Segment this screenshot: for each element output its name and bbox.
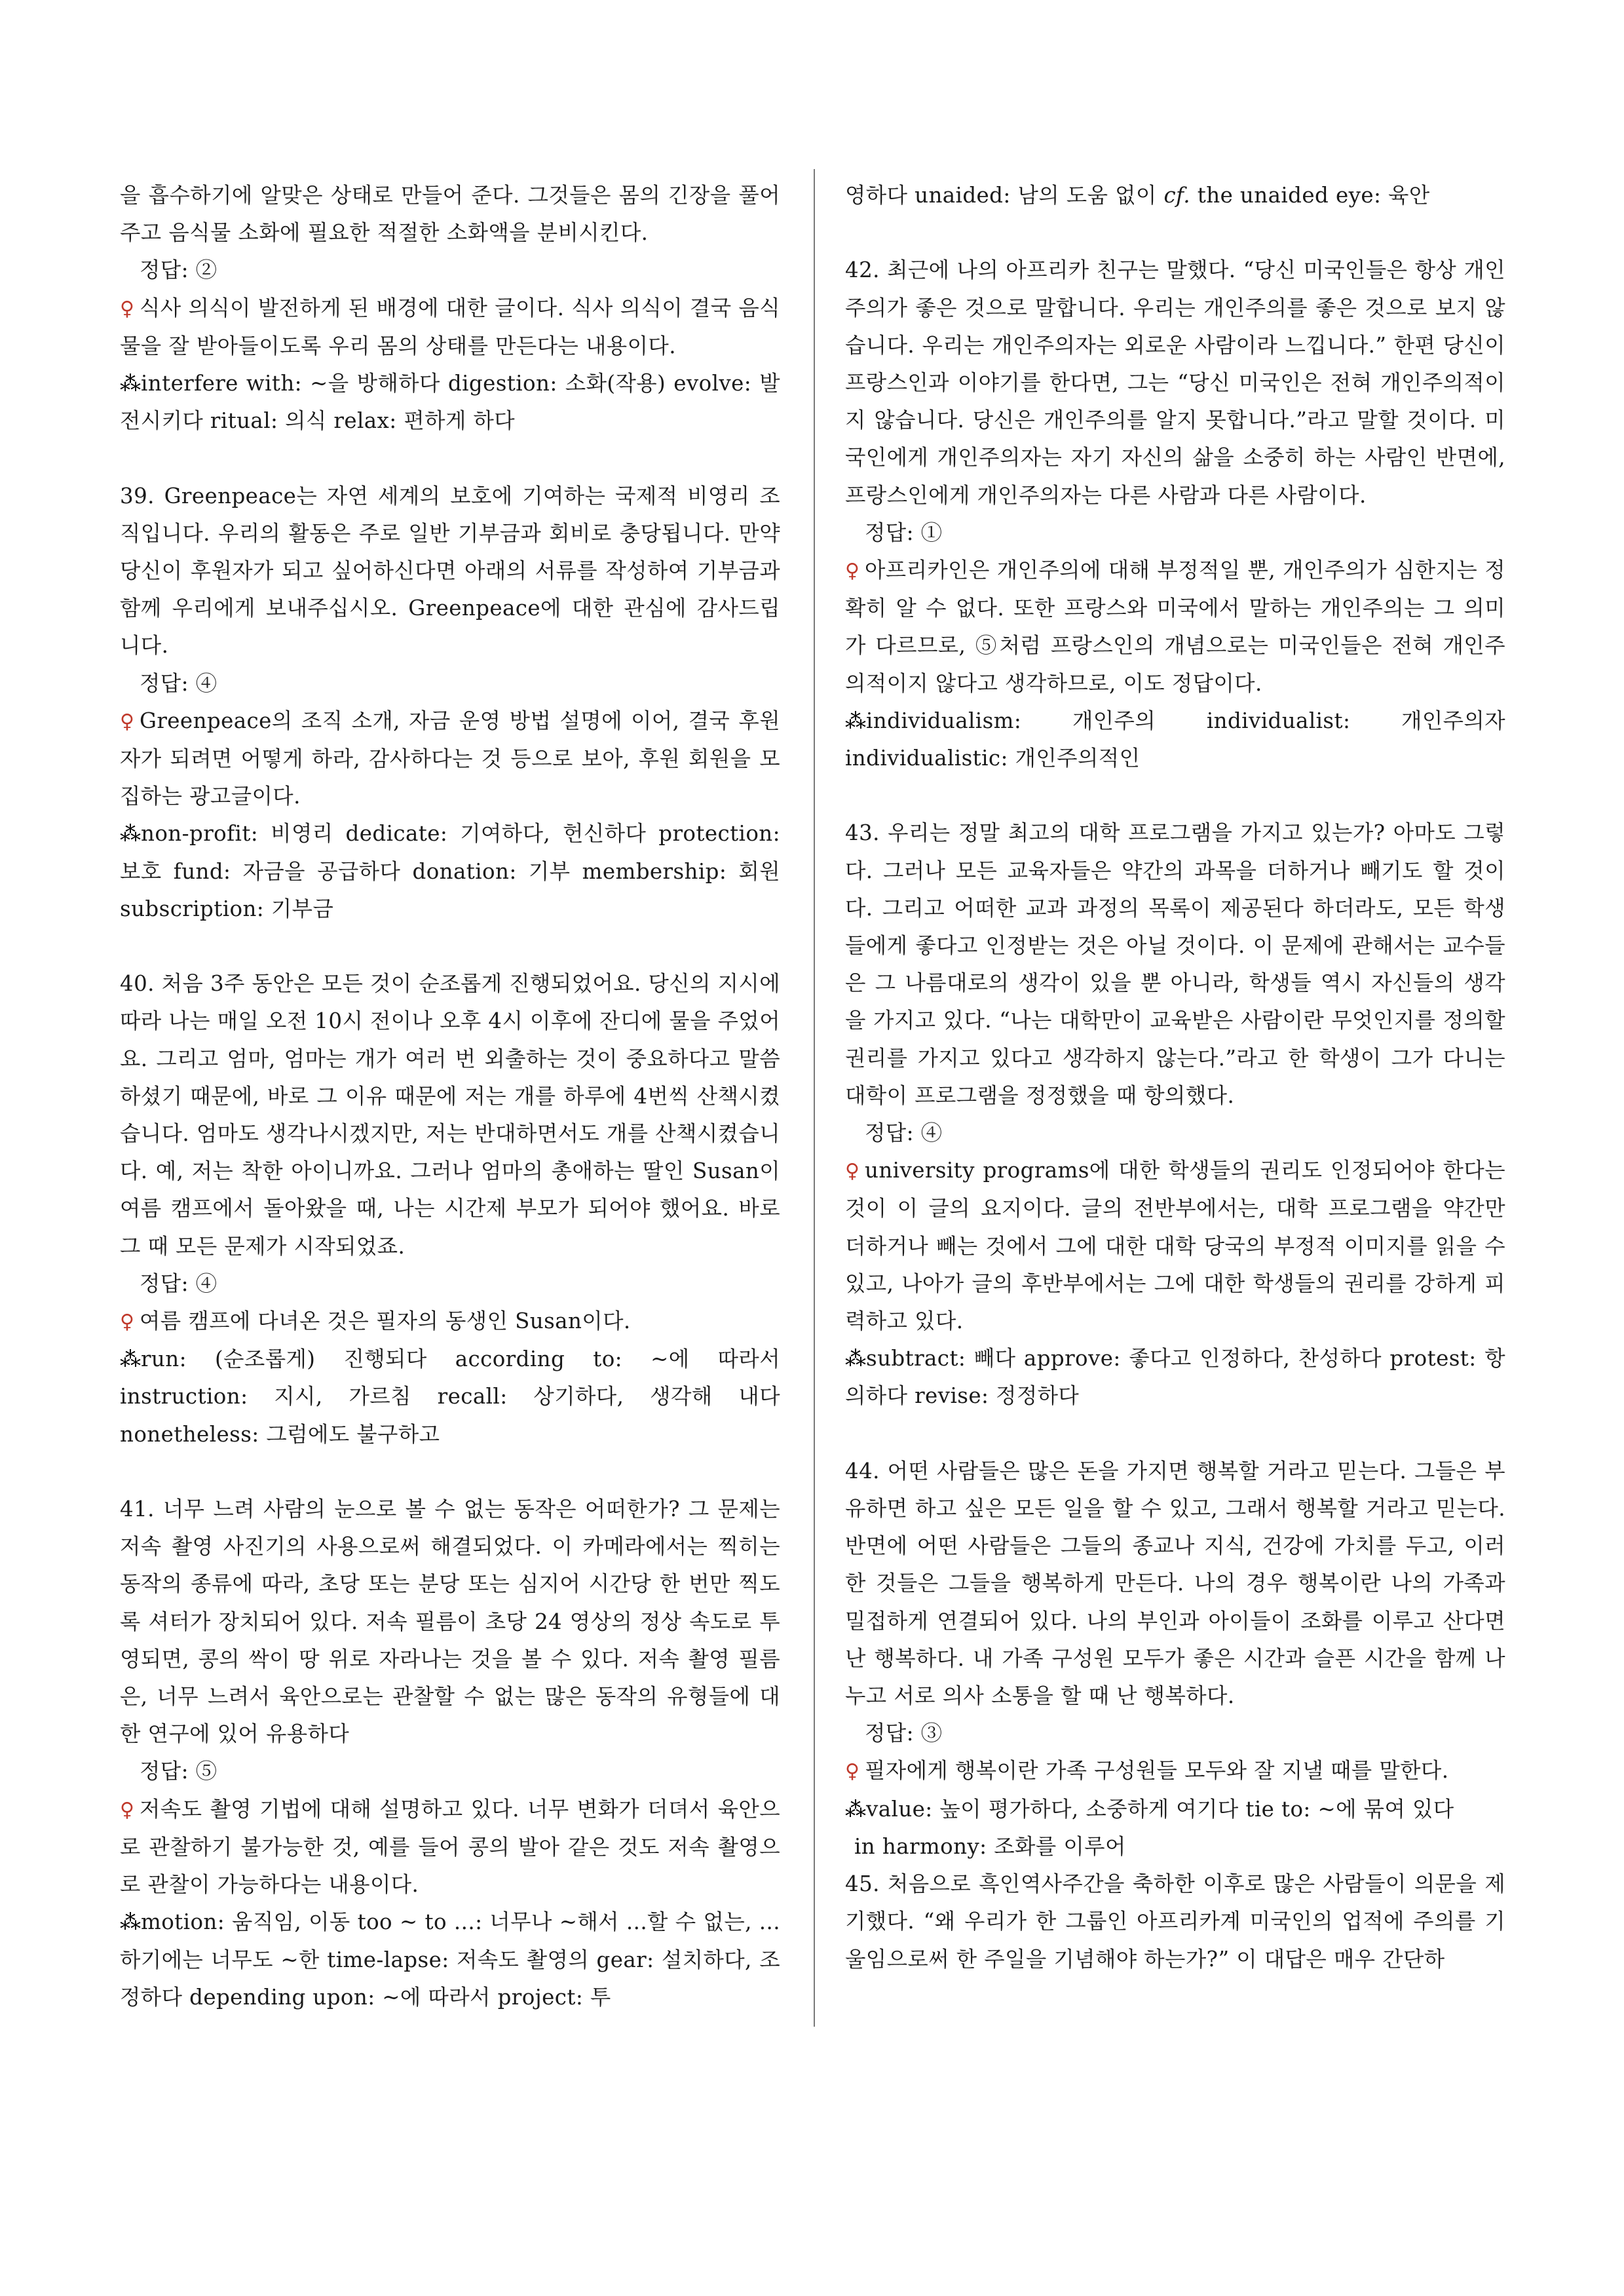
vocabulary [845,1828,1505,1866]
vocabulary-text: motion: 움직임, 이동 too ~ to ...: 너무나 ~해서 ...할 수 없는, ...하기에는 너무도 ~한 time-lapse: 저속도 촬영의 gear: 설치하다, 조정하다 depending upon: ~에 따라서 project: 투 [120,1909,780,2010]
spacer [845,777,1505,814]
vocabulary-text: run: (순조롭게) 진행되다 according to: ~에 따라서 instruction: 지시, 가르침 recall: 상기하다, 생각해 내다 nonetheless: 그럼에도 불구하고 [120,1347,780,1447]
vocab-marker-icon: ⁂ [120,821,142,847]
spacer [120,1453,780,1491]
vocabulary-text: value: 높이 평가하다, 소중하게 여기다 tie to: ~에 묶여 있다 [866,1796,1454,1822]
explanation [120,290,780,365]
cf-abbreviation: cf. [1163,183,1191,208]
explain-marker-icon: ♀ [120,1798,135,1822]
vocabulary [120,365,780,440]
column-divider [814,169,815,2027]
spacer [120,440,780,477]
explanation-text: 식사 의식이 발전하게 된 배경에 대한 글이다. 식사 의식이 결국 음식물을 잘 받아들이도록 우리 몸의 상태를 만든다는 내용이다. [120,295,780,358]
explanation-text: 아프리카인은 개인주의에 대해 부정적일 뿐, 개인주의가 심한지는 정확히 알 수 없다. 또한 프랑스와 미국에서 말하는 개인주의는 그 의미가 다르므로, ⑤처럼 프랑스인의 개념으로는 미국인들은 전혀 개인주의적이지 않다고 생각하므로, 이도 정답이다. [845,558,1505,696]
question-43-passage: 43. 우리는 정말 최고의 대학 프로그램을 가지고 있는가? 아마도 그렇다. 그러나 모든 교육자들은 약간의 과목을 더하거나 빼기도 할 것이다. 그리고 어떠한 교과 과정의 목록이 제공된다 하더라도, 모든 학생들에게 좋다고 인정받는 것은 아닐 것이다. 이 문제에 관해서는 교수들은 그 나름대로의 생각이 있을 뿐 아니라, 학생들 역시 자신들의 생각을 가지고 있다. “나는 대학만이 교육받은 사람이란 무엇인지를 정의할 권리를 가지고 있다고 생각하지 않는다.”라고 한 학생이 그가 다니는 대학이 프로그램을 정정했을 때 항의했다. [845,820,1505,1108]
explanation [120,1303,780,1341]
vocab-marker-icon: ⁂ [845,708,867,733]
explanation-text: 저속도 촬영 기법에 대해 설명하고 있다. 너무 변화가 더뎌서 육안으로 관찰하기 불가능한 것, 예를 들어 콩의 발아 같은 것도 저속 촬영으로 관찰이 가능하다는 내용이다. [120,1796,780,1898]
answer-line: 정답: ① [865,520,943,545]
vocab-marker-icon: ⁂ [120,1909,142,1935]
explain-marker-icon: ♀ [845,560,860,583]
vocabulary [845,702,1505,777]
explanation-text: Greenpeace의 조직 소개, 자금 운영 방법 설명에 이어, 결국 후원자가 되려면 어떻게 하라, 감사하다는 것 등으로 보아, 후원 회원을 모집하는 광고글이다. [120,708,780,809]
explanation-text: 여름 캠프에 다녀온 것은 필자의 동생인 Susan이다. [140,1309,631,1334]
question-44-passage: 44. 어떤 사람들은 많은 돈을 가지면 행복할 거라고 믿는다. 그들은 부유하면 하고 싶은 모든 일을 할 수 있고, 그래서 행복할 거라고 믿는다. 반면에 어떤 사람들은 그들의 종교나 지식, 건강에 가치를 두고, 이러한 것들은 그들을 행복하게 만든다. 나의 경우 행복이란 나의 가족과 밀접하게 연결되어 있다. 나의 부인과 아이들이 조화를 이루고 산다면 난 행복하다. 내 가족 구성원 모두가 좋은 시간과 슬픈 시간을 함께 나누고 서로 의사 소통을 할 때 난 행복하다. [845,1458,1505,1709]
answer-line: 정답: ④ [865,1120,943,1146]
answer-line: 정답: ⑤ [140,1759,217,1784]
right-column [845,177,1505,1978]
explain-marker-icon: ♀ [120,1311,135,1334]
answer-line: 정답: ④ [140,1271,217,1296]
vocab-marker-icon: ⁂ [845,1796,867,1822]
explain-marker-icon: ♀ [120,710,135,733]
explanation [845,1752,1505,1790]
question-45-passage: 45. 처음으로 흑인역사주간을 축하한 이후로 많은 사람들이 의문을 제기했다. “왜 우리가 한 그룹인 아프리카계 미국인의 업적에 주의를 기울임으로써 한 주일을 기념해야 하는가?” 이 대답은 매우 간단하 [845,1871,1505,1972]
explain-marker-icon: ♀ [120,297,135,320]
left-column [120,177,780,2016]
vocabulary-text: 영하다 unaided: 남의 도움 없이 [845,183,1164,208]
question-40-passage: 40. 처음 3주 동안은 모든 것이 순조롭게 진행되었어요. 당신의 지시에 따라 나는 매일 오전 10시 전이나 오후 4시 이후에 잔디에 물을 주었어요. 그리고 엄마, 엄마는 개가 여러 번 외출하는 것이 중요하다고 말씀하셨기 때문에, 바로 그 이유 때문에 저는 개를 하루에 4번씩 산책시켰습니다. 엄마도 생각나시겠지만, 저는 반대하면서도 개를 산책시켰습니다. 예, 저는 착한 아이니까요. 그러나 엄마의 총애하는 딸인 Susan이 여름 캠프에서 돌아왔을 때, 나는 시간제 부모가 되어야 했어요. 바로 그 때 모든 문제가 시작되었죠. [120,971,780,1259]
vocabulary-text: non-profit: 비영리 dedicate: 기여하다, 헌신하다 protection: 보호 fund: 자금을 공급하다 donation: 기부 membership: 회원 subscription: 기부금 [120,821,780,921]
explanation [845,1152,1505,1340]
vocabulary [120,815,780,928]
question-39-passage: 39. Greenpeace는 자연 세계의 보호에 기여하는 국제적 비영리 조직입니다. 우리의 활동은 주로 일반 기부금과 회비로 충당됩니다. 만약 당신이 후원자가 되고 싶어하신다면 아래의 서류를 작성하여 기부금과 함께 우리에게 보내주십시오. Greenpeace에 대한 관심에 감사드립니다. [120,483,780,659]
vocab-marker-icon: ⁂ [120,1347,142,1372]
explanation-text: 필자에게 행복이란 가족 구성원들 모두와 잘 지낼 때를 말한다. [865,1758,1449,1784]
spacer [845,214,1505,252]
vocabulary-text: individualism: 개인주의 individualist: 개인주의자 individualistic: 개인주의적인 [845,708,1505,771]
answer-line: 정답: ② [140,258,217,283]
vocab-marker-icon: ⁂ [120,371,142,396]
question-42-passage: 42. 최근에 나의 아프리카 친구는 말했다. “당신 미국인들은 항상 개인주의가 좋은 것으로 말합니다. 우리는 개인주의를 좋은 것으로 보지 않습니다. 우리는 개인주의자는 외로운 사람이라 느낍니다.” 한편 당신이 프랑스인과 이야기를 한다면, 그는 “당신 미국인은 전혀 개인주의적이지 않습니다. 당신은 개인주의를 알지 못합니다.”라고 말할 것이다. 미국인에게 개인주의자는 자기 자신의 삶을 소중히 하는 사람인 반면에, 프랑스인에게 개인주의자는 다른 사람과 다른 사람이다. [845,258,1505,508]
vocabulary [845,1340,1505,1415]
answer-line: 정답: ④ [140,670,217,696]
vocabulary-continued [845,177,1505,214]
question-41-passage: 41. 너무 느려 사람의 눈으로 볼 수 없는 동작은 어떠한가? 그 문제는 저속 촬영 사진기의 사용으로써 해결되었다. 이 카메라에서는 찍히는 동작의 종류에 따라, 초당 또는 분당 또는 심지어 시간당 한 번만 찍도록 셔터가 장치되어 있다. 저속 필름이 초당 24 영상의 정상 속도로 투영되면, 콩의 싹이 땅 위로 자라나는 것을 볼 수 있다. 저속 촬영 필름은, 너무 느려서 육안으로는 관찰할 수 없는 많은 동작의 유형들에 대한 연구에 있어 유용하다 [120,1497,780,1747]
spacer [845,1415,1505,1453]
vocab-marker-icon: ⁂ [845,1346,867,1371]
explanation [845,552,1505,702]
explanation-text: university programs에 대한 학생들의 권리도 인정되어야 한다는 것이 이 글의 요지이다. 글의 전반부에서는, 대학 프로그램을 약간만 더하거나 빼는 것에서 그에 대한 대학 당국의 부정적 이미지를 읽을 수 있고, 나아가 글의 후반부에서는 그에 대한 학생들의 권리를 강하게 피력하고 있다. [845,1158,1505,1334]
explain-marker-icon: ♀ [845,1760,860,1784]
vocabulary-text: in harmony: 조화를 이루어 [854,1833,1126,1859]
explanation [120,1791,780,1904]
spacer [120,928,780,965]
answer-line: 정답: ③ [865,1721,943,1746]
vocabulary-text: the unaided eye: 육안 [1190,183,1430,208]
explain-marker-icon: ♀ [845,1160,860,1183]
vocabulary-text: subtract: 빼다 approve: 좋다고 인정하다, 찬성하다 protest: 항의하다 revise: 정정하다 [845,1346,1505,1409]
passage-continued: 을 흡수하기에 알맞은 상태로 만들어 준다. 그것들은 몸의 긴장을 풀어주고 음식물 소화에 필요한 적절한 소화액을 분비시킨다. [120,183,780,246]
vocabulary [120,1904,780,2016]
vocabulary [845,1791,1505,1828]
vocabulary [120,1341,780,1453]
vocabulary-text: interfere with: ~을 방해하다 digestion: 소화(작용) evolve: 발전시키다 ritual: 의식 relax: 편하게 하다 [120,371,780,434]
explanation [120,702,780,816]
